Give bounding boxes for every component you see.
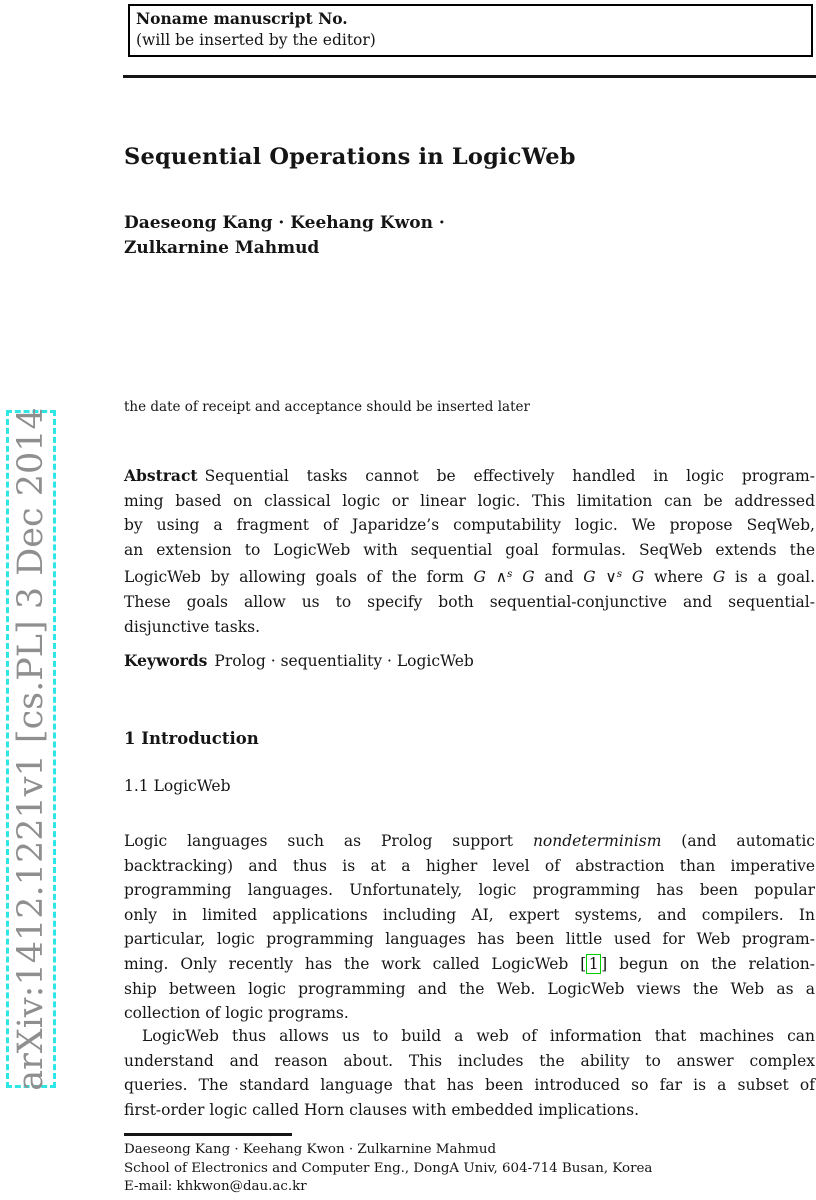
footnote-block <box>124 1141 652 1197</box>
text-line <box>124 538 815 563</box>
text-segment-m: G <box>712 568 726 587</box>
arxiv-watermark-box <box>6 407 56 1091</box>
text-line <box>124 1024 815 1049</box>
text-segment: ship between logic programming and the Web. LogicWeb views the Web as a <box>124 979 815 998</box>
abstract-paragraph <box>124 464 815 639</box>
text-segment: ∨ <box>595 568 617 587</box>
text-line <box>124 489 815 514</box>
text-line <box>124 1098 815 1123</box>
text-segment: These goals allow us to specify both sequential-conjunctive and sequential- <box>124 592 815 611</box>
text-line <box>124 1049 815 1074</box>
footnote-rule <box>124 1133 292 1136</box>
text-segment: ming. Only recently has the work called LogicWeb [ <box>124 954 587 973</box>
paper-title: Sequential Operations in LogicWeb <box>124 144 576 170</box>
text-segment: LogicWeb by allowing goals of the form <box>124 568 474 587</box>
text-segment: understand and reason about. This includes the ability to answer complex <box>124 1051 815 1070</box>
intro-paragraph-1 <box>124 829 815 1026</box>
footnote-authors: Daeseong Kang · Keehang Kwon · Zulkarnine Mahmud <box>124 1142 497 1157</box>
text-segment <box>512 568 522 586</box>
author-names <box>124 211 445 261</box>
text-segment: collection of logic programs. <box>124 1004 349 1023</box>
subsection-heading-logicweb: 1.1 LogicWeb <box>124 777 231 795</box>
text-segment: (and automatic <box>661 832 815 850</box>
text-segment: queries. The standard language that has been introduced so far is a subset of <box>124 1076 815 1095</box>
text-line <box>124 464 815 489</box>
text-segment: ] begun on the relation- <box>601 954 815 973</box>
text-segment: an extension to LogicWeb with sequential goal formulas. SeqWeb extends the <box>124 540 815 559</box>
text-segment-m: G <box>522 568 535 587</box>
text-segment: ∧ <box>485 568 508 587</box>
text-line <box>124 562 815 590</box>
text-segment-m: G <box>473 568 486 587</box>
text-segment-i: nondeterminism <box>532 832 662 850</box>
header-rule <box>123 75 816 78</box>
text-line <box>124 903 815 928</box>
text-segment: programming languages. Unfortunately, logic programming has been popular <box>124 881 815 900</box>
text-segment: first-order logic called Horn clauses with embedded implications. <box>124 1100 640 1119</box>
text-segment-b: Abstract <box>124 466 198 485</box>
text-segment-b: Keywords <box>124 651 208 670</box>
arxiv-id-text: arXiv:1412.1221v1 [cs.PL] 3 Dec 2014 <box>11 407 51 1091</box>
intro-paragraph-2 <box>124 1024 815 1122</box>
text-line <box>124 1073 815 1098</box>
text-segment: by using a fragment of Japaridze’s computability logic. We propose SeqWeb, <box>124 516 815 535</box>
text-line <box>124 829 815 854</box>
text-segment-sup: s <box>507 568 513 581</box>
text-segment: where <box>644 568 713 587</box>
text-segment: backtracking) and thus is at a higher level of abstraction than imperative <box>124 856 815 875</box>
text-line <box>124 977 815 1002</box>
text-line <box>124 615 815 640</box>
text-line <box>124 952 815 977</box>
citation-link-1[interactable]: 1 <box>586 954 601 974</box>
section-heading-introduction: 1 Introduction <box>124 729 259 748</box>
text-segment: Logic languages such as Prolog support <box>124 832 533 850</box>
text-segment: and <box>534 568 584 587</box>
text-line <box>124 649 815 674</box>
text-segment <box>622 568 632 586</box>
text-segment-m: G <box>583 568 596 587</box>
text-line <box>124 513 815 538</box>
keywords-line <box>124 649 815 674</box>
text-segment: LogicWeb thus allows us to build a web of information that machines can <box>142 1027 815 1045</box>
text-segment-m: G <box>631 568 645 587</box>
received-date-note: the date of receipt and acceptance should be inserted later <box>124 399 530 415</box>
text-segment: disjunctive tasks. <box>124 617 261 636</box>
text-segment: particular, logic programming languages has been little used for Web program- <box>124 930 815 949</box>
author-names-line-1: Daeseong Kang · Keehang Kwon · <box>124 213 445 233</box>
text-line <box>124 927 815 952</box>
text-segment-sup: s <box>616 568 623 581</box>
author-names-line-2: Zulkarnine Mahmud <box>124 238 320 258</box>
text-segment: Sequential tasks cannot be effectively handled in logic program- <box>204 467 815 485</box>
text-line <box>124 854 815 879</box>
journal-header-box <box>128 4 813 57</box>
footnote-email: E-mail: khkwon@dau.ac.kr <box>124 1179 307 1194</box>
manuscript-no-line: Noname manuscript No. <box>136 9 348 28</box>
text-segment: ming based on classical logic or linear logic. This limitation can be addressed <box>124 491 815 510</box>
text-segment: is a goal. <box>725 568 815 587</box>
text-segment: only in limited applications including AI, expert systems, and compilers. In <box>124 905 815 924</box>
text-segment: Prolog · sequentiality · LogicWeb <box>214 652 474 670</box>
text-line <box>124 1001 815 1026</box>
text-line <box>124 878 815 903</box>
footnote-affiliation: School of Electronics and Computer Eng., DongA Univ, 604-714 Busan, Korea <box>124 1160 653 1176</box>
editor-note-line: (will be inserted by the editor) <box>136 31 376 49</box>
text-line <box>124 590 815 615</box>
